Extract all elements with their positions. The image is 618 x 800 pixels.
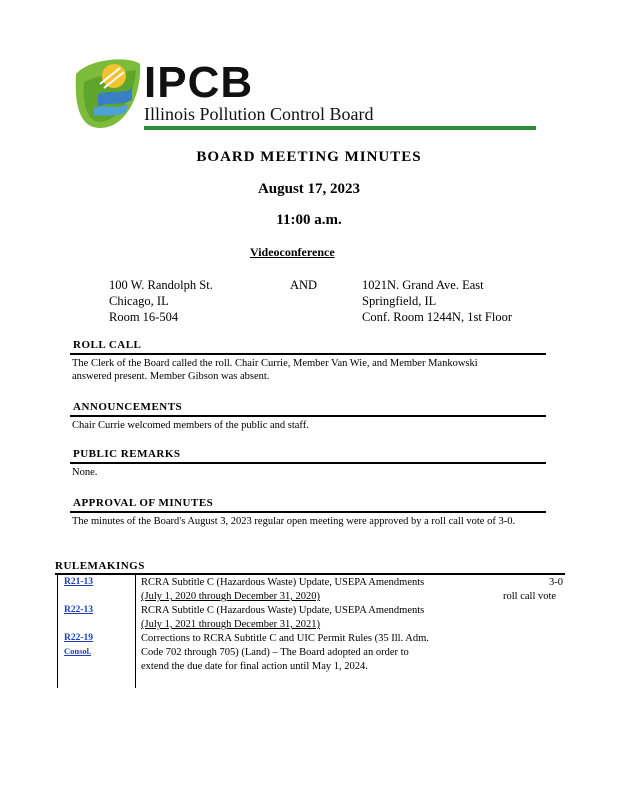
docket-link[interactable]: R22-19 [64,633,94,643]
page-title: BOARD MEETING MINUTES [196,149,422,165]
announcements-heading: ANNOUNCEMENTS [73,401,183,413]
address-left [109,277,213,325]
public-remarks-body: None. [72,467,98,478]
address-left-line: Room 16-504 [109,310,179,324]
address-right [362,277,512,325]
rulemaking-detail: extend the due date for final action until May 1, 2024. [141,661,368,672]
address-left-line: Chicago, IL [109,294,169,308]
meeting-time: 11:00 a.m. [276,212,342,228]
rulemaking-title: RCRA Subtitle C (Hazardous Waste) Update, USEPA Amendments [141,577,425,588]
rulemaking-title: RCRA Subtitle C (Hazardous Waste) Update, USEPA Amendments [141,605,425,616]
logo [70,54,540,134]
address-left-line: 100 W. Randolph St. [109,278,213,292]
announcements-body: Chair Currie welcomed members of the public and staff. [72,420,309,431]
meeting-venue: Videoconference [250,245,335,259]
rulemaking-period: (July 1, 2021 through December 31, 2021) [141,619,321,630]
docket-consolidated-link[interactable]: Consol. [64,646,92,656]
section-divider [70,511,546,513]
roll-call-heading: ROLL CALL [73,339,142,351]
logo-underline [144,126,536,130]
approval-body: The minutes of the Board's August 3, 2023 regular open meeting were approved by a roll call vote of 3-0. [72,516,516,527]
rulemaking-period: (July 1, 2020 through December 31, 2020) [141,591,321,602]
approval-heading: APPROVAL OF MINUTES [73,497,214,509]
section-divider [70,415,546,417]
roll-call-body: The Clerk of the Board called the roll. Chair Currie, Member Van Wie, and Member Mankowski answered present. Member Gibson was absent. [72,358,478,382]
meeting-date: August 17, 2023 [257,181,361,197]
logo-acronym: IPCB [144,58,254,107]
leaf-logo-icon [70,54,150,132]
address-right-line: Springfield, IL [362,294,437,308]
address-joiner: AND [290,278,318,292]
table-column-border [135,574,136,688]
docket-link[interactable]: R22-13 [64,605,94,615]
vote-label: roll call vote [503,591,557,602]
address-right-line: Conf. Room 1244N, 1st Floor [362,310,513,324]
vote-count: 3-0 [549,577,563,588]
logo-org-name: Illinois Pollution Control Board [144,104,374,124]
rulemaking-detail: Code 702 through 705) (Land) – The Board adopted an order to [141,647,409,658]
section-divider [70,462,546,464]
rulemakings-heading: RULEMAKINGS [55,560,145,572]
section-divider [55,573,565,575]
section-divider [70,353,546,355]
table-left-border [57,574,58,688]
rulemaking-title: Corrections to RCRA Subtitle C and UIC Permit Rules (35 Ill. Adm. [141,633,429,644]
address-right-line: 1021N. Grand Ave. East [362,278,484,292]
docket-link[interactable]: R21-13 [64,577,94,587]
public-remarks-heading: PUBLIC REMARKS [73,448,181,460]
